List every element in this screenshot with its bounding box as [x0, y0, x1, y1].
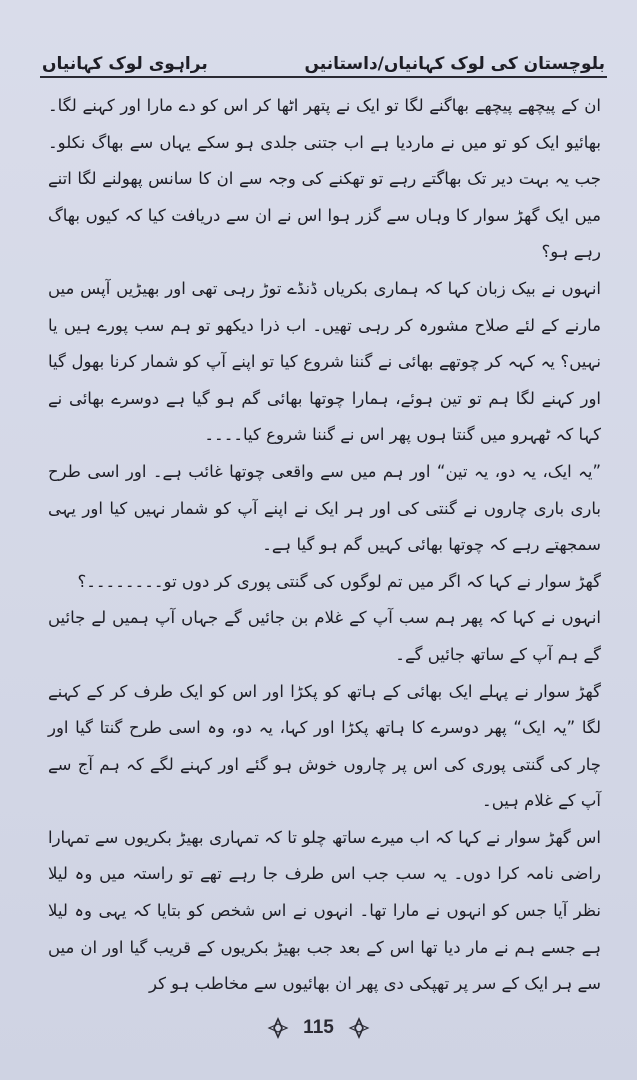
page-number: 115	[303, 1017, 334, 1038]
paragraph: ان کے پیچھے پیچھے بھاگنے لگا تو ایک نے پتھر اٹھا کر اس کو دے مارا اور کہنے لگا۔ بھائیو ایک کو تو میں نے ماردیا ہے اب جتنی جلدی ہو سکے یہاں سے بھاگ نکلو۔ جب یہ بہت دیر تک بھاگتے رہے تو تھکنے کی وجہ سے ان کا سانس پھولنے لگا اتنے میں ایک گھڑ سوار کا وہاں سے گزر ہوا اس نے ان سے دریافت کیا کہ کیوں بھاگ رہے ہو؟	[48, 96, 601, 262]
ornament-right-icon	[348, 1017, 370, 1039]
running-header	[42, 44, 605, 74]
paragraph: انہوں نے بیک زبان کہا کہ ہماری بکریاں ڈنڈے توڑ رہی تھی اور بھیڑیں آپس میں مارنے کے لئے صلاح مشورہ کر رہی تھیں۔ اب ذرا دیکھو تو ہم سب پورے ہیں یا نہیں؟ یہ کہہ کر چوتھے بھائی نے گننا شروع کیا تو اپنے آپ کو شمار کرنا بھول گیا اور کہنے لگا ہم تو تین ہوئے، ہمارا چوتھا بھائی گم ہو گیا ہے دوسرے بھائی نے کہا کہ ٹھہرو میں گنتا ہوں پھر اس نے گننا شروع کیا۔۔۔۔	[48, 278, 601, 445]
paragraph: ”یہ ایک، یہ دو، یہ تین“ اور ہم میں سے واقعی چوتھا غائب ہے۔ اور اسی طرح باری باری چاروں نے گنتی کی اور ہر ایک نے اپنے آپ کو شمار نہیں کیا اور یہی سمجھتے رہے کہ چوتھا بھائی کہیں گم ہو گیا ہے۔	[48, 461, 601, 555]
paragraph: گھڑ سوار نے پہلے ایک بھائی کے ہاتھ کو پکڑا اور اس کو ایک طرف کر کے کہنے لگا ”یہ ایک“ پھر دوسرے کا ہاتھ پکڑا اور کہا، یہ دو، وہ اسی طرح گنتا گیا اور چار کی گنتی پوری کی اس پر چاروں خوش ہو گئے اور کہنے لگے کہ ہم آج سے آپ کے غلام ہیں۔	[48, 681, 601, 811]
paragraph: انہوں نے کہا کہ پھر ہم سب آپ کے غلام بن جائیں گے جہاں آپ ہمیں لے جائیں گے ہم آپ کے ساتھ جائیں گے۔	[48, 608, 601, 664]
story-text	[48, 88, 601, 1003]
header-section-title: بلوچستان کی لوک کہانیاں/داستانیں	[304, 54, 605, 74]
paragraph: گھڑ سوار نے کہا کہ اگر میں تم لوگوں کی گنتی پوری کر دوں تو۔۔۔۔۔۔۔۔؟	[77, 571, 601, 591]
paragraph: اس گھڑ سوار نے کہا کہ اب میرے ساتھ چلو تا کہ تمہاری بھیڑ بکریوں سے تمہارا راضی نامہ کرا دوں۔ یہ سب جب اس طرف جا رہے تھے تو راستہ میں وہ لیلا نظر آیا جس کو انہوں نے مارا تھا۔ انہوں نے اس شخص کو بتایا کہ یہی وہ لیلا ہے جسے ہم نے مار دیا تھا اس کے بعد جب بھیڑ بکریوں کے قریب گیا اور ان میں سے ہر ایک کے سر پر تھپکی دی پھر ان بھائیوں سے مخاطب ہو کر	[48, 827, 601, 994]
header-book-title: براہوی لوک کہانیاں	[42, 54, 208, 74]
ornament-left-icon	[267, 1017, 289, 1039]
page-footer	[0, 1008, 637, 1048]
header-divider	[40, 76, 607, 78]
